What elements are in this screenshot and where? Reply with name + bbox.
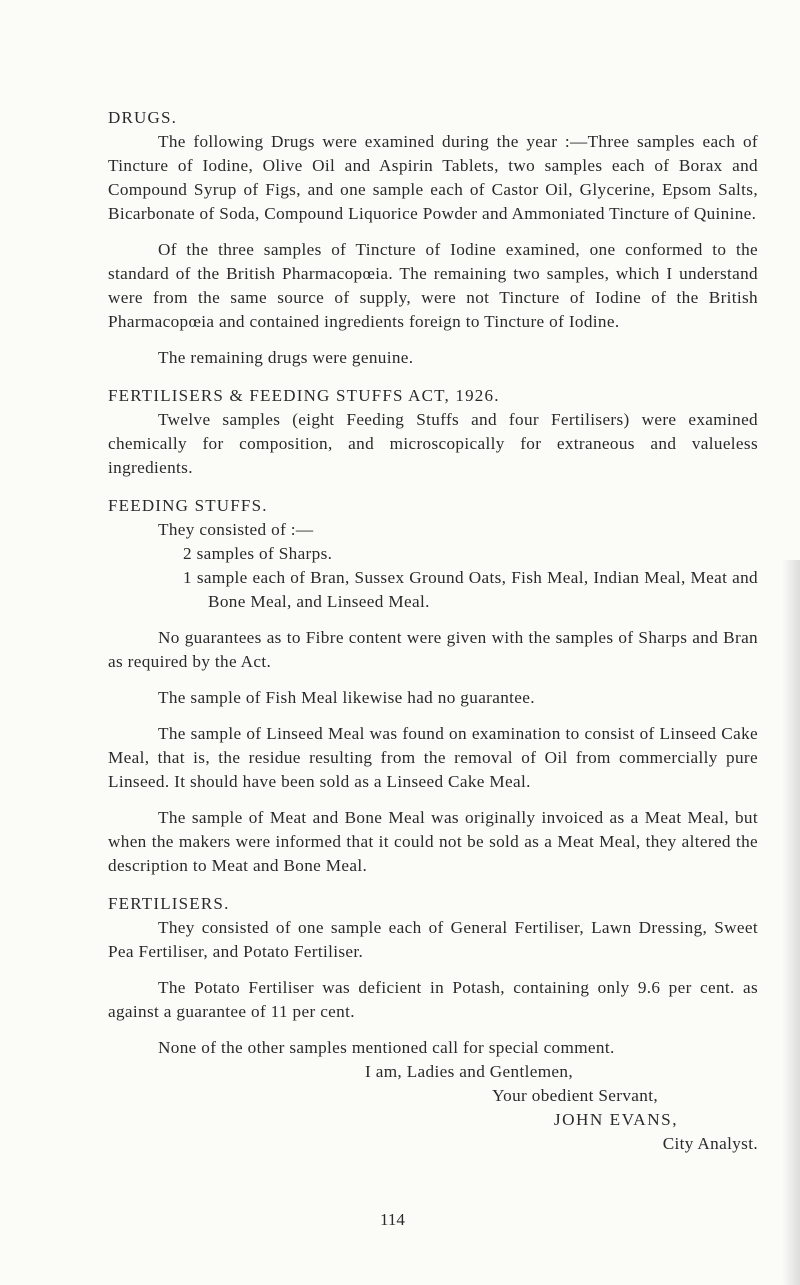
page-number: 114	[380, 1210, 405, 1229]
signatory-name: JOHN EVANS,	[553, 1110, 678, 1129]
feeding-intro: They consisted of :—	[158, 520, 314, 539]
signatory-title: City Analyst.	[662, 1134, 758, 1153]
drugs-paragraph: Of the three samples of Tincture of Iodine examined, one conformed to the standard of the British Pharmacopœia. The remaining two samples, which I understand were from the same source of supply, were not Tincture of Iodine of the British Pharmacopœia and contained ingredients foreign to Tincture of Iodine.	[108, 240, 758, 331]
feeding-stuffs-heading: FEEDING STUFFS.	[108, 496, 268, 515]
fertilisers-paragraph: None of the other samples mentioned call for special comment.	[158, 1038, 615, 1057]
feeding-paragraph: The sample of Fish Meal likewise had no guarantee.	[158, 688, 535, 707]
drugs-paragraph: The following Drugs were examined during the year :—Three samples each of Tincture of Iodine, Olive Oil and Aspirin Tablets, two samples each of Borax and Compound Syrup of Figs, and one sample each of Castor Oil, Glycerine, Epsom Salts, Bicarbonate of Soda, Compound Liquorice Powder and Ammoniated Tincture of Quinine.	[108, 132, 758, 223]
feeding-paragraph: The sample of Meat and Bone Meal was originally invoiced as a Meat Meal, but when the makers were informed that it could not be sold as a Meat Meal, they altered the description to Meat and Bone Meal.	[108, 808, 758, 875]
drugs-paragraph: The remaining drugs were genuine.	[158, 348, 414, 367]
page-edge-shadow	[782, 560, 800, 1285]
fertilisers-paragraph: They consisted of one sample each of General Fertiliser, Lawn Dressing, Sweet Pea Fertiliser, and Potato Fertiliser.	[108, 918, 758, 961]
fertilisers-paragraph: The Potato Fertiliser was deficient in Potash, containing only 9.6 per cent. as against a guarantee of 11 per cent.	[108, 978, 758, 1021]
signature-block	[108, 1060, 758, 1156]
closing-salutation: I am, Ladies and Gentlemen,	[365, 1062, 573, 1081]
closing-servant: Your obedient Servant,	[492, 1086, 658, 1105]
drugs-heading: DRUGS.	[108, 108, 178, 127]
fertilisers-heading: FERTILISERS.	[108, 894, 230, 913]
act-heading: FERTILISERS & FEEDING STUFFS ACT, 1926.	[108, 386, 500, 405]
feeding-paragraph: The sample of Linseed Meal was found on examination to consist of Linseed Cake Meal, that is, the residue resulting from the removal of Oil from commercially pure Linseed. It should have been sold as a Linseed Cake Meal.	[108, 724, 758, 791]
document-body	[108, 106, 758, 1156]
list-item: 1 sample each of Bran, Sussex Ground Oats, Fish Meal, Indian Meal, Meat and Bone Meal, and Linseed Meal.	[183, 568, 758, 611]
feeding-paragraph: No guarantees as to Fibre content were given with the samples of Sharps and Bran as required by the Act.	[108, 628, 758, 671]
list-item: 2 samples of Sharps.	[183, 544, 333, 563]
act-paragraph: Twelve samples (eight Feeding Stuffs and four Fertilisers) were examined chemically for composition, and microscopically for extraneous and valueless ingredients.	[108, 410, 758, 477]
